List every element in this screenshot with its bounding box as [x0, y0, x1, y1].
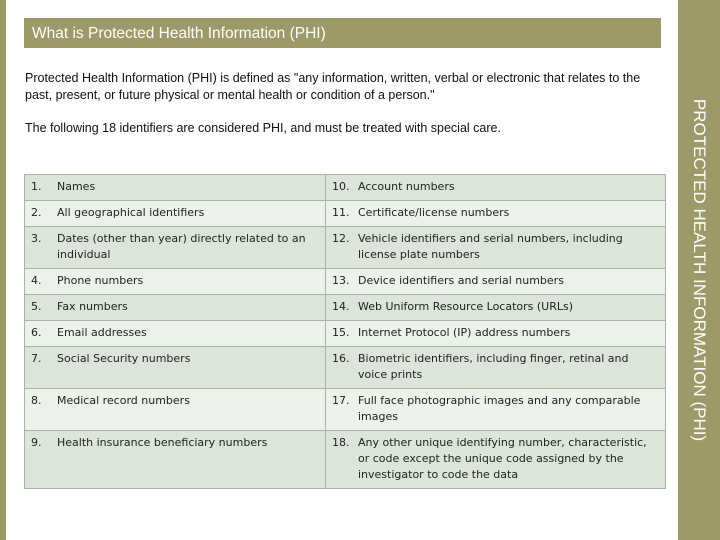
identifier-cell — [326, 295, 666, 321]
identifier-number: 11. — [332, 206, 350, 219]
identifier-text: Web Uniform Resource Locators (URLs) — [358, 300, 574, 313]
identifier-number: 17. — [332, 394, 350, 407]
identifier-text: Fax numbers — [57, 300, 128, 313]
table-row — [25, 227, 666, 269]
table-row — [25, 431, 666, 489]
identifier-cell — [326, 269, 666, 295]
identifier-cell — [25, 175, 326, 201]
identifier-cell — [326, 201, 666, 227]
identifier-number: 10. — [332, 180, 350, 193]
identifier-text: Any other unique identifying number, characteristic, or code except the unique code assigned by the investigator to code the data — [358, 436, 647, 481]
identifier-cell — [326, 347, 666, 389]
identifier-number: 5. — [31, 300, 42, 313]
identifier-text: Biometric identifiers, including finger, retinal and voice prints — [358, 352, 629, 381]
identifier-text: Vehicle identifiers and serial numbers, including license plate numbers — [358, 232, 623, 261]
identifier-text: Health insurance beneficiary numbers — [57, 436, 268, 449]
identifier-number: 4. — [31, 274, 42, 287]
side-banner-title: PROTECTED HEALTH INFORMATION (PHI) — [690, 98, 709, 442]
table-row — [25, 269, 666, 295]
identifier-cell — [25, 347, 326, 389]
identifier-text: Certificate/license numbers — [358, 206, 510, 219]
identifier-cell — [25, 431, 326, 489]
table-row — [25, 347, 666, 389]
identifier-number: 6. — [31, 326, 42, 339]
identifier-number: 18. — [332, 436, 350, 449]
identifier-text: Social Security numbers — [57, 352, 191, 365]
slide-title: What is Protected Health Information (PHI) — [24, 18, 661, 48]
identifier-text: Account numbers — [358, 180, 455, 193]
identifier-text: Dates (other than year) directly related to an individual — [57, 232, 306, 261]
identifier-cell — [25, 269, 326, 295]
identifier-text: Device identifiers and serial numbers — [358, 274, 564, 287]
identifier-number: 16. — [332, 352, 350, 365]
identifier-cell — [326, 321, 666, 347]
identifier-number: 1. — [31, 180, 42, 193]
identifier-text: Internet Protocol (IP) address numbers — [358, 326, 571, 339]
identifier-number: 15. — [332, 326, 350, 339]
identifier-text: Names — [57, 180, 96, 193]
identifier-cell — [25, 201, 326, 227]
identifier-number: 13. — [332, 274, 350, 287]
identifiers-table — [24, 174, 666, 489]
definition-text: Protected Health Information (PHI) is defined as "any information, written, verbal or electronic that relates to the past, present, or future physical or mental health or condition of a person." — [25, 71, 641, 102]
identifier-text: Email addresses — [57, 326, 147, 339]
identifier-cell — [25, 227, 326, 269]
table-row — [25, 295, 666, 321]
identifier-cell — [25, 389, 326, 431]
table-row — [25, 321, 666, 347]
left-accent-bar — [0, 0, 6, 540]
table-row — [25, 201, 666, 227]
identifier-cell — [326, 175, 666, 201]
identifier-number: 7. — [31, 352, 42, 365]
identifier-cell — [25, 295, 326, 321]
identifier-text: All geographical identifiers — [57, 206, 205, 219]
identifier-number: 2. — [31, 206, 42, 219]
identifier-number: 3. — [31, 232, 42, 245]
intro-text: The following 18 identifiers are considered PHI, and must be treated with special care. — [25, 121, 501, 135]
table-row — [25, 389, 666, 431]
identifier-text: Medical record numbers — [57, 394, 190, 407]
table-row — [25, 175, 666, 201]
identifier-cell — [326, 389, 666, 431]
identifier-cell — [326, 227, 666, 269]
identifier-number: 9. — [31, 436, 42, 449]
identifier-cell — [25, 321, 326, 347]
identifier-text: Phone numbers — [57, 274, 144, 287]
identifier-number: 12. — [332, 232, 350, 245]
identifier-number: 8. — [31, 394, 42, 407]
identifier-text: Full face photographic images and any comparable images — [358, 394, 641, 423]
identifier-number: 14. — [332, 300, 350, 313]
identifier-cell — [326, 431, 666, 489]
